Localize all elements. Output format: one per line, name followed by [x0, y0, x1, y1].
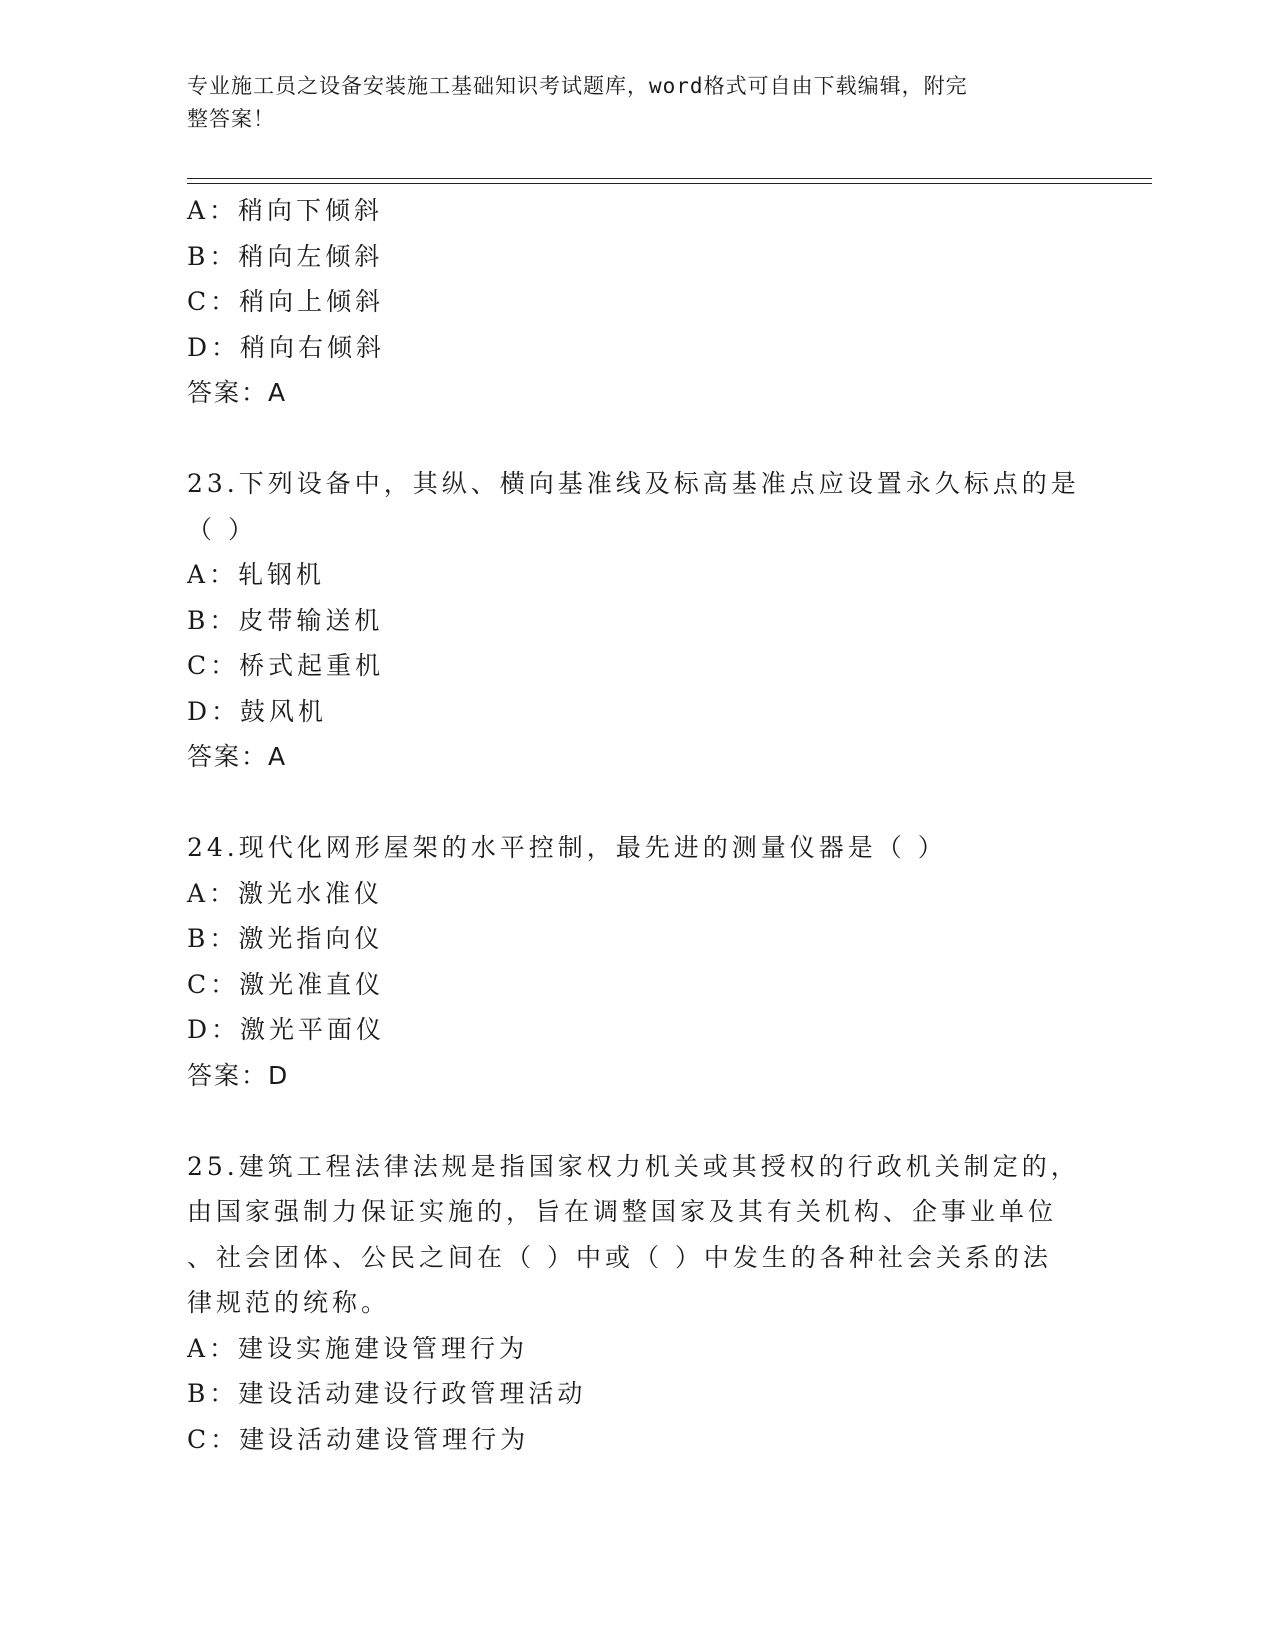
question-block — [187, 188, 1087, 416]
option-b: B：激光指向仪 — [187, 924, 384, 953]
block-spacer — [187, 416, 1087, 462]
option-b: B：稍向左倾斜 — [187, 241, 384, 271]
header-divider-bottom — [187, 183, 1152, 184]
option-b: B：建设活动建设行政管理活动 — [187, 1379, 587, 1408]
question-text-line: 25.建筑工程法律法规是指国家权力机关或其授权的行政机关制定的， — [187, 1151, 1080, 1181]
block-spacer — [187, 1098, 1087, 1144]
question-text-line: 24.现代化网形屋架的水平控制，最先进的测量仪器是（ ） — [187, 833, 947, 862]
option-d: D：鼓风机 — [187, 696, 328, 726]
option-b: B：皮带输送机 — [187, 605, 384, 635]
option-c: C：激光准直仪 — [187, 969, 385, 999]
question-list — [187, 188, 1087, 1462]
question-text-line: 23.下列设备中，其纵、横向基准线及标高基准点应设置永久标点的是 — [187, 469, 1080, 498]
answer-line: 答案：D — [187, 1060, 290, 1090]
option-c: C：桥式起重机 — [187, 651, 385, 680]
question-text-line: 、社会团体、公民之间在（ ）中或（ ）中发生的各种社会关系的法 — [187, 1242, 1052, 1272]
option-a: A：激光水准仪 — [187, 878, 384, 908]
option-c: C：稍向上倾斜 — [187, 287, 385, 316]
question-block — [187, 825, 1087, 1098]
header-divider-top — [187, 178, 1152, 179]
answer-line: 答案：A — [187, 742, 288, 771]
question-text-line: 由国家强制力保证实施的，旨在调整国家及其有关机构、企事业单位 — [187, 1197, 1058, 1226]
question-text-line: 律规范的统称。 — [187, 1288, 391, 1317]
option-a: A：稍向下倾斜 — [187, 196, 384, 225]
option-a: A：轧钢机 — [187, 560, 326, 589]
document-header — [187, 70, 1067, 136]
option-a: A：建设实施建设管理行为 — [187, 1333, 529, 1363]
question-block — [187, 1144, 1087, 1463]
question-text-line: （ ） — [187, 514, 257, 544]
header-line-1: 专业施工员之设备安装施工基础知识考试题库，word格式可自由下载编辑，附完 — [187, 74, 968, 98]
option-d: D：稍向右倾斜 — [187, 332, 386, 362]
header-line-2: 整答案！ — [187, 107, 275, 131]
option-c: C：建设活动建设管理行为 — [187, 1424, 530, 1454]
question-block — [187, 461, 1087, 780]
option-d: D：激光平面仪 — [187, 1015, 386, 1044]
answer-line: 答案：A — [187, 378, 288, 407]
block-spacer — [187, 780, 1087, 826]
